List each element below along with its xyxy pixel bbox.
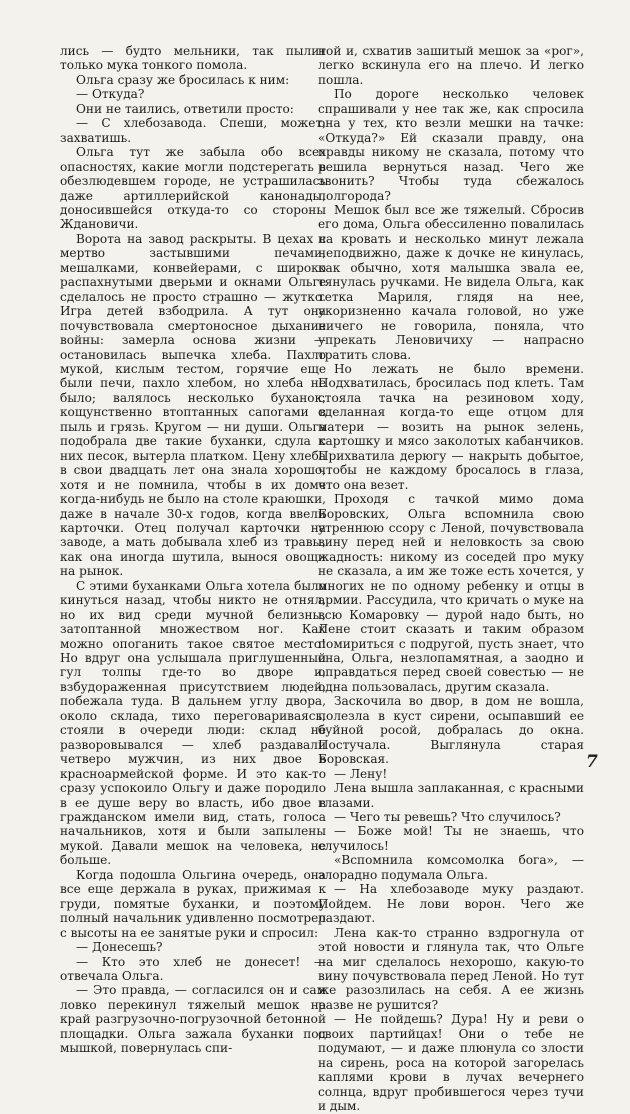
paragraph: — Донесешь?	[76, 940, 163, 955]
paragraph: — Боже мой! Ты не знаешь, что случилось!	[318, 824, 584, 853]
paragraph: Но лежать не было времени. Подхватилась, бросилась под клеть. Там стояла тачка на резиновом ходу, сделанная когда-то еще отцом для матери — возить на рынок зелень, картошку и мясо заколотых кабанчиков. Прихватила дерюгу — накрыть добытое, чтобы не каждому бросалось в глаза, что она везет.	[318, 361, 584, 492]
paragraph: Мешок был все же тяжелый. Сбросив его дома, Ольга обессиленно повалилась на кровать и несколько минут лежала неподвижно, даже к дочке не кинулась, как обычно, хотя малышка звала ее, тянулась ручками. Не видела Ольга, как тетка Мариля, глядя на нее, укоризненно качала головой, но уже ничего не говорила, поняла, что упрекать Леновичиху — напрасно тратить слова.	[318, 202, 584, 362]
paragraph: ной и, схватив зашитый мешок за «рог», легко вскинула его на плечо. И легко пошла.	[318, 44, 584, 87]
paragraph: Ольга сразу же бросилась к ним:	[76, 72, 290, 87]
paragraph: — Это правда, — согласился он и сам ловко перекинул тяжелый мешок на край разгрузочно-погрузочной бетонной площадки. Ольга зажала буханки под мышкой, повернулась спи-	[60, 983, 326, 1056]
paragraph: «Вспомнила комсомолка бога», — злорадно подумала Ольга.	[318, 853, 584, 882]
paragraph: По дороге несколько человек спрашивали у нее так же, как спросила она у тех, кто везли мешки на тачке: «Откуда?» Ей сказали правду, она правды никому не сказала, потому что решила вернуться назад. Чего же звонить? Чтобы туда сбежалось полгорода?	[318, 87, 584, 203]
paragraph: Они не таились, ответили просто:	[76, 101, 294, 116]
text-column-right	[318, 44, 584, 1114]
paragraph: Лена как-то странно вздрогнула от этой новости и глянула так, что Ольге на миг сделалось нехорошо, какую-то вину почувствовала перед Леной. Но тут же разозлилась на себя. А ее жизнь разве не рушится?	[318, 925, 584, 1012]
paragraph: — Откуда?	[76, 87, 145, 102]
paragraph: — Кто это хлеб не донесет! — отвечала Ольга.	[60, 954, 326, 983]
text-column-left	[60, 44, 326, 1056]
paragraph: Ольга тут же забыла обо всех опасностях, какие могли подстерегать в обезлюдевшем городе, не устрашилась даже артиллерийской канонады, доносившейся откуда-то со стороны Ждановичи.	[60, 145, 326, 232]
paragraph: С этими буханками Ольга хотела было кинуться назад, чтобы никто не отнял, но их вид среди мучной белизны, затоптанной множеством ног. Как можно опоганить такое святое место! Но вдруг она услышала приглушенный гул толпы где-то во дворе и, взбудораженная присутствием людей, побежала туда. В дальнем углу двора, около склада, тихо переговариваясь, стояли в очереди люди: склад не разворовывался — хлеб раздавали четверо мужчин, из них двое в красноармейской форме. И это как-то сразу успокоило Ольгу и даже породило в ее душе веру во власть, ибо двое в гражданском имели вид, стать, голоса начальников, хотя и были запылены мукой. Давали мешок на человека, не больше.	[60, 578, 326, 868]
paragraph: Когда подошла Ольгина очередь, она все еще держала в руках, прижимая к груди, помятые буханки, и поэтому полный начальник удивленно посмотрел с высоты на ее занятые руки и спросил:	[60, 867, 326, 940]
paragraph: — Чего ты ревешь? Что случилось?	[334, 810, 561, 825]
paragraph: — Не пойдешь? Дура! Ну и реви о своих партийцах! Они о тебе не подумают, — и даже плюнула со злости на сирень, роса на которой загорелась каплями крови в лучах вечернего солнца, вдруг пробившегося через тучи и дым.	[318, 1012, 584, 1114]
paragraph: лись — будто мельники, так пылит только мука тонкого помола.	[60, 44, 326, 73]
page-number: 7	[586, 752, 598, 772]
paragraph: Ворота на завод раскрыты. В цехах с мертво застывшими печами, мешалками, конвейерами, с широко распахнутыми дверьми и окнами Ольге сделалось не просто страшно — жутко. Игра детей взбодрила. А тут она почувствовала смертоносное дыхание войны: замерла основа жизни — остановилась выпечка хлеба. Пахло мукой, кислым тестом, горячие еще были печи, пахло хлебом, но хлеба не было; валялось несколько буханок, кощунственно втоптанных сапогами в пыль и грязь. Кругом — ни души. Ольга подобрала две такие буханки, сдула с них песок, вытерла платком. Цену хлеба в свои двадцать лет она знала хорошо, хотя и не помнила, чтобы в их доме когда-нибудь не было на столе краюшки, даже в начале 30-х годов, когда ввели карточки. Отец получал карточки на заводе, а мать добывала хлеб из травы, как она иногда шутила, вынося овощи на рынок.	[60, 231, 326, 579]
paragraph: — На хлебозаводе муку раздают. Пойдем. Не лови ворон. Чего же раздают.	[318, 882, 584, 926]
paragraph: Лена вышла заплаканная, с красными глазами.	[318, 781, 584, 810]
paragraph: Заскочила во двор, в дом не вошла, полезла в куст сирени, осыпавший ее буйной росой, добралась до окна. Постучала. Выглянула старая Боровская.	[318, 694, 584, 767]
paragraph: Проходя с тачкой мимо дома Боровских, Ольга вспомнила свою утреннюю ссору с Леной, почувствовала вину перед ней и неловкость за свою жадность: никому из соседей про муку не сказала, а им же тоже есть хочется, у многих не по одному ребенку и отцы в армии. Рассудила, что кричать о муке на всю Комаровку — дурой надо быть, но Лене стоит сказать и таким образом помириться с подругой, пусть знает, что она, Ольга, незлопамятная, а заодно и оправдаться перед своей совестью — не одна пользовалась, другим сказала.	[318, 492, 584, 694]
paragraph: — Лену!	[334, 766, 388, 781]
paragraph: — С хлебозавода. Спеши, может, захватишь.	[60, 116, 326, 145]
